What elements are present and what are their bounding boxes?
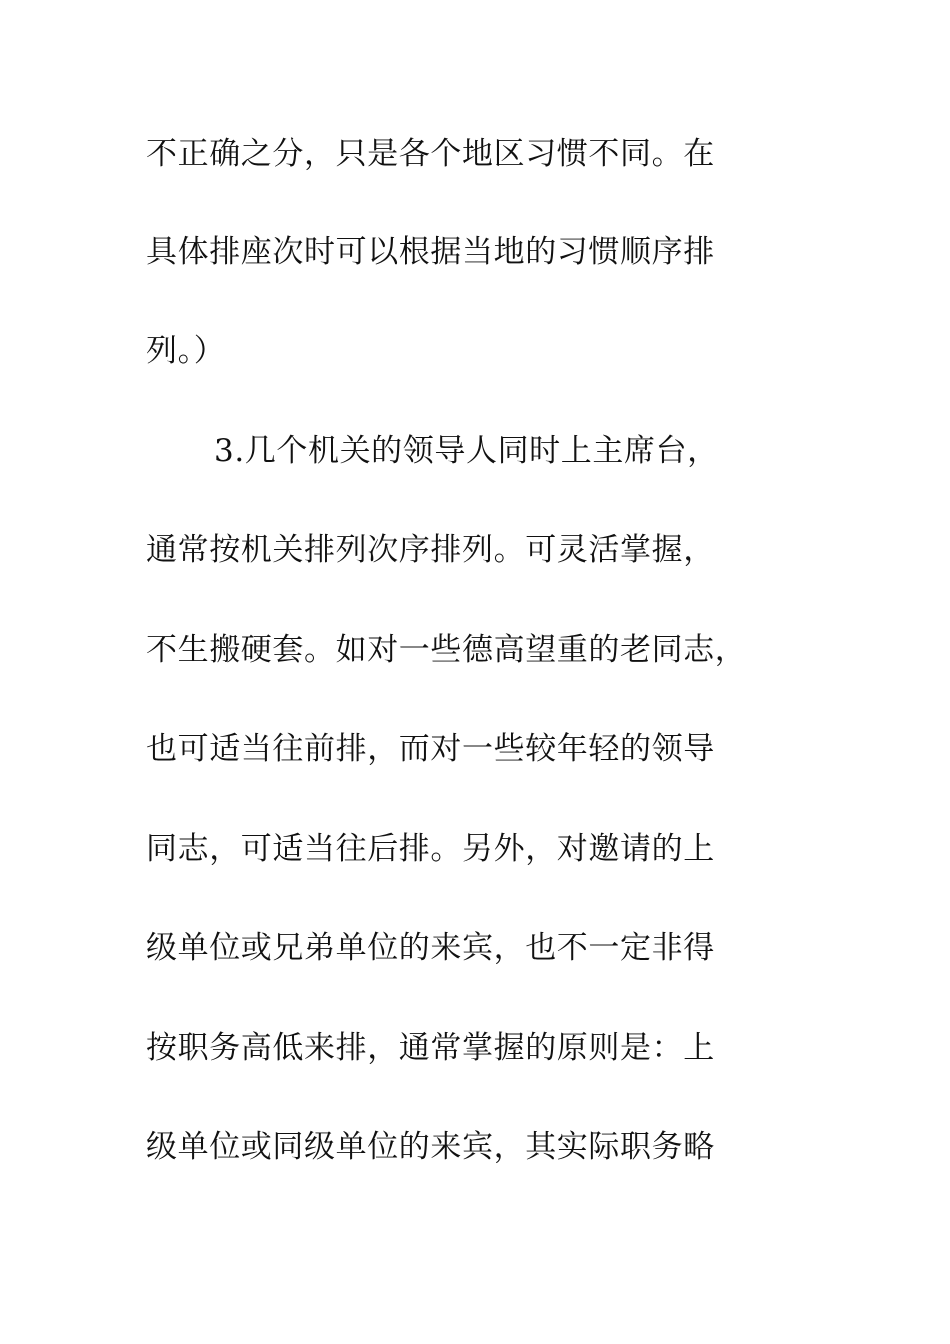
text-line-6: 不生搬硬套。如对一些德高望重的老同志， [146,632,747,668]
text-line-8: 同志，可适当往后排。另外，对邀请的上 [146,831,715,867]
text-line-3: 列。） [146,333,226,369]
text-line-4-paragraph-start: 3.几个机关的领导人同时上主席台， [214,433,719,469]
text-line-2: 具体排座次时可以根据当地的习惯顺序排 [146,234,715,270]
text-line-1: 不正确之分，只是各个地区习惯不同。在 [146,136,715,172]
text-line-5: 通常按机关排列次序排列。可灵活掌握， [146,532,715,568]
text-line-11: 级单位或同级单位的来宾，其实际职务略 [146,1129,715,1165]
text-line-10: 按职务高低来排，通常掌握的原则是：上 [146,1030,715,1066]
text-line-9: 级单位或兄弟单位的来宾，也不一定非得 [146,930,715,966]
text-line-7: 也可适当往前排，而对一些较年轻的领导 [146,731,715,767]
